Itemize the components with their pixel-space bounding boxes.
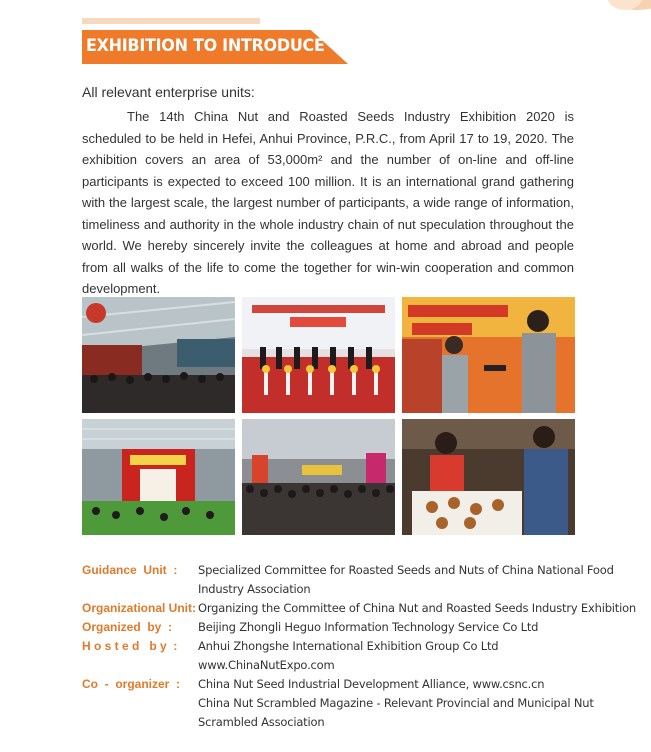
info-label: Organized by : — [82, 620, 173, 634]
intro-paragraph: The 14th China Nut and Roasted Seeds Industry Exhibition 2020 is scheduled to be held in Hefei, Anhui Province, P.R.C., from April 17 to 19, 2020. The exhibition covers an area of 53,000m² and the number of on-line and off-line participants is expected to exceed 100 million. It is an international grand gathering with the largest scale, the largest number of participants, a wide range of information, timeliness and authority in the whole industry chain of nut speculation throughout the world. We hereby sincerely invite the colleagues at home and abroad and people from all walks of the life to come the together for win-win cooperation and common development. — [82, 109, 574, 296]
info-line: Specialized Committee for Roasted Seeds and Nuts of China National Food — [198, 563, 614, 577]
info-line: China Nut Seed Industrial Development Alliance, www.csnc.cn — [198, 677, 545, 691]
title-accent-line — [82, 18, 260, 24]
info-label: Organizational Unit: — [82, 601, 196, 615]
info-value — [198, 637, 498, 675]
info-row-co-organizer — [82, 675, 622, 732]
info-line: Industry Association — [198, 582, 311, 596]
info-value — [198, 561, 614, 599]
exhibition-gate-photo — [82, 419, 235, 535]
organizers-info — [82, 561, 637, 732]
info-line: Anhui Zhongshe International Exhibition Group Co Ltd — [198, 639, 499, 653]
info-line: Scrambled Association — [198, 715, 325, 729]
info-row-organizational — [82, 599, 637, 618]
booth-tasting-photo — [402, 419, 575, 535]
opening-ceremony-photo — [242, 297, 395, 413]
info-label: Guidance Unit : — [82, 563, 178, 577]
interview-photo — [402, 297, 575, 413]
salutation: All relevant enterprise units: — [82, 84, 255, 100]
info-row-guidance — [82, 561, 622, 599]
info-link[interactable]: www.ChinaNutExpo.com — [198, 658, 335, 672]
info-row-organized-by — [82, 618, 622, 637]
crowd-photo — [242, 419, 395, 535]
intro-section — [82, 84, 574, 300]
photo-grid — [82, 297, 575, 535]
info-row-hosted-by — [82, 637, 622, 675]
info-line: China Nut Scrambled Magazine - Relevant Provincial and Municipal Nut — [198, 696, 594, 710]
info-label: H o s t e d b y : — [82, 639, 178, 653]
info-value — [198, 675, 594, 732]
info-line: Beijing Zhongli Heguo Information Technology Service Co Ltd — [198, 620, 539, 634]
info-value — [198, 599, 636, 618]
info-label: Co - organizer : — [82, 677, 181, 691]
exhibition-hall-photo — [82, 297, 235, 413]
info-value — [198, 618, 538, 637]
info-line: Organizing the Committee of China Nut and Roasted Seeds Industry Exhibition — [198, 601, 637, 615]
page-title: EXHIBITION TO INTRODUCE — [86, 36, 325, 56]
